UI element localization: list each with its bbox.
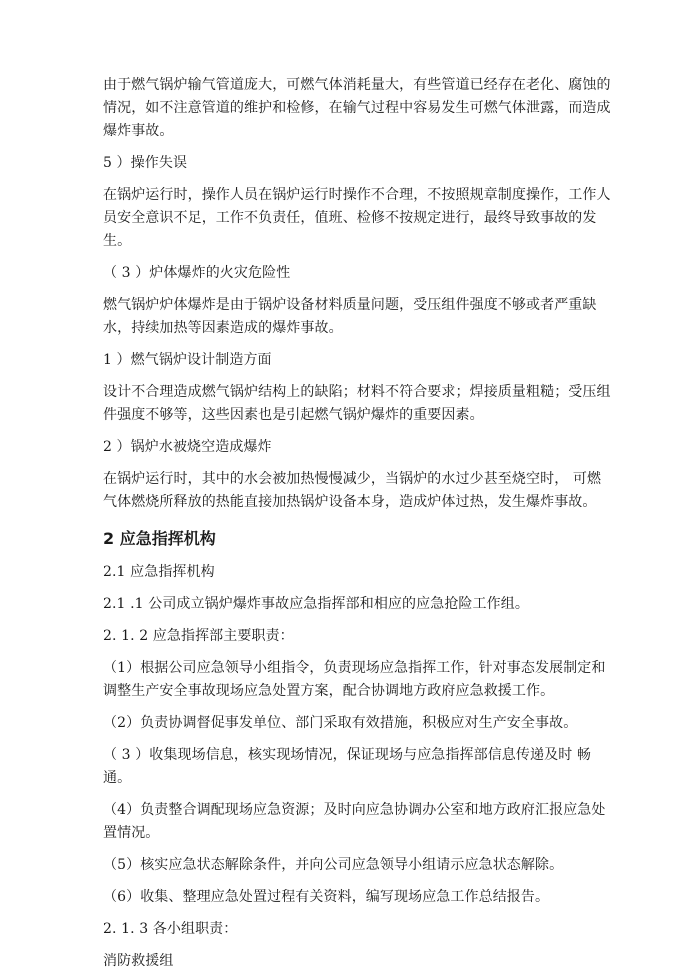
- subheading-design-manufacture: 1 ）燃气锅炉设计制造方面: [103, 352, 272, 368]
- section-heading: 2 应急指挥机构: [103, 529, 216, 548]
- duty-item-6: （6）收集、整理应急处置过程有关资料，编写现场应急工作总结报告。: [103, 889, 550, 905]
- paragraph-design-manufacture: 设计不合理造成燃气锅炉结构上的缺陷；材料不符合要求；焊接质量粗糙；受压组件强度不够等，这些因素也是引起燃气锅炉爆炸的重要因素。: [103, 384, 611, 423]
- paragraph-operation-error: 在锅炉运行时，操作人员在锅炉运行时操作不合理，不按照规章制度操作，工作人员安全意识不足，工作不负责任，值班、检修不按规定进行，最终导致事故的发生。: [103, 187, 611, 249]
- subsection-command-org: 2.1 应急指挥机构: [103, 564, 215, 580]
- subheading-operation-error: 5 ）操作失误: [103, 155, 188, 171]
- paragraph-2-1-3: 2. 1. 3 各小组职责：: [103, 921, 238, 937]
- duty-item-1: （1）根据公司应急领导小组指令，负责现场应急指挥工作，针对事态发展制定和调整生产安全事故现场应急处置方案，配合协调地方政府应急救援工作。: [103, 660, 606, 699]
- duty-item-2: （2）负责协调督促事发单位、部门采取有效措施，积极应对生产安全事故。: [103, 715, 578, 731]
- paragraph-pipeline-risk: 由于燃气锅炉输气管道庞大，可燃气体消耗量大，有些管道已经存在老化、腐蚀的情况，如不注意管道的维护和检修，在输气过程中容易发生可燃气体泄露，而造成爆炸事故。: [103, 77, 611, 139]
- duty-item-5: （5）核实应急状态解除条件，并向公司应急领导小组请示应急状态解除。: [103, 857, 564, 873]
- paragraph-dry-boiler: 在锅炉运行时，其中的水会被加热慢慢减少，当锅炉的水过少甚至烧空时， 可燃气体燃烧所释放的热能直接加热锅炉设备本身，造成炉体过热，发生爆炸事故。: [103, 471, 602, 510]
- group-fire-rescue: 消防救援组: [103, 953, 174, 969]
- paragraph-furnace-explosion: 燃气锅炉炉体爆炸是由于锅炉设备材料质量问题，受压组件强度不够或者严重缺水，持续加热等因素造成的爆炸事故。: [103, 297, 597, 336]
- duty-item-3: （ 3 ）收集现场信息，核实现场情况，保证现场与应急指挥部信息传递及时 畅通。: [103, 747, 591, 786]
- paragraph-2-1-1: 2.1 .1 公司成立锅炉爆炸事故应急指挥部和相应的应急抢险工作组。: [103, 596, 529, 612]
- paragraph-2-1-2: 2. 1. 2 应急指挥部主要职责：: [103, 628, 294, 644]
- subheading-furnace-explosion: （ 3 ）炉体爆炸的火灾危险性: [103, 265, 291, 281]
- subheading-dry-boiler: 2 ）锅炉水被烧空造成爆炸: [103, 439, 272, 455]
- duty-item-4: （4）负责整合调配现场应急资源；及时向应急协调办公室和地方政府汇报应急处置情况。: [103, 802, 606, 841]
